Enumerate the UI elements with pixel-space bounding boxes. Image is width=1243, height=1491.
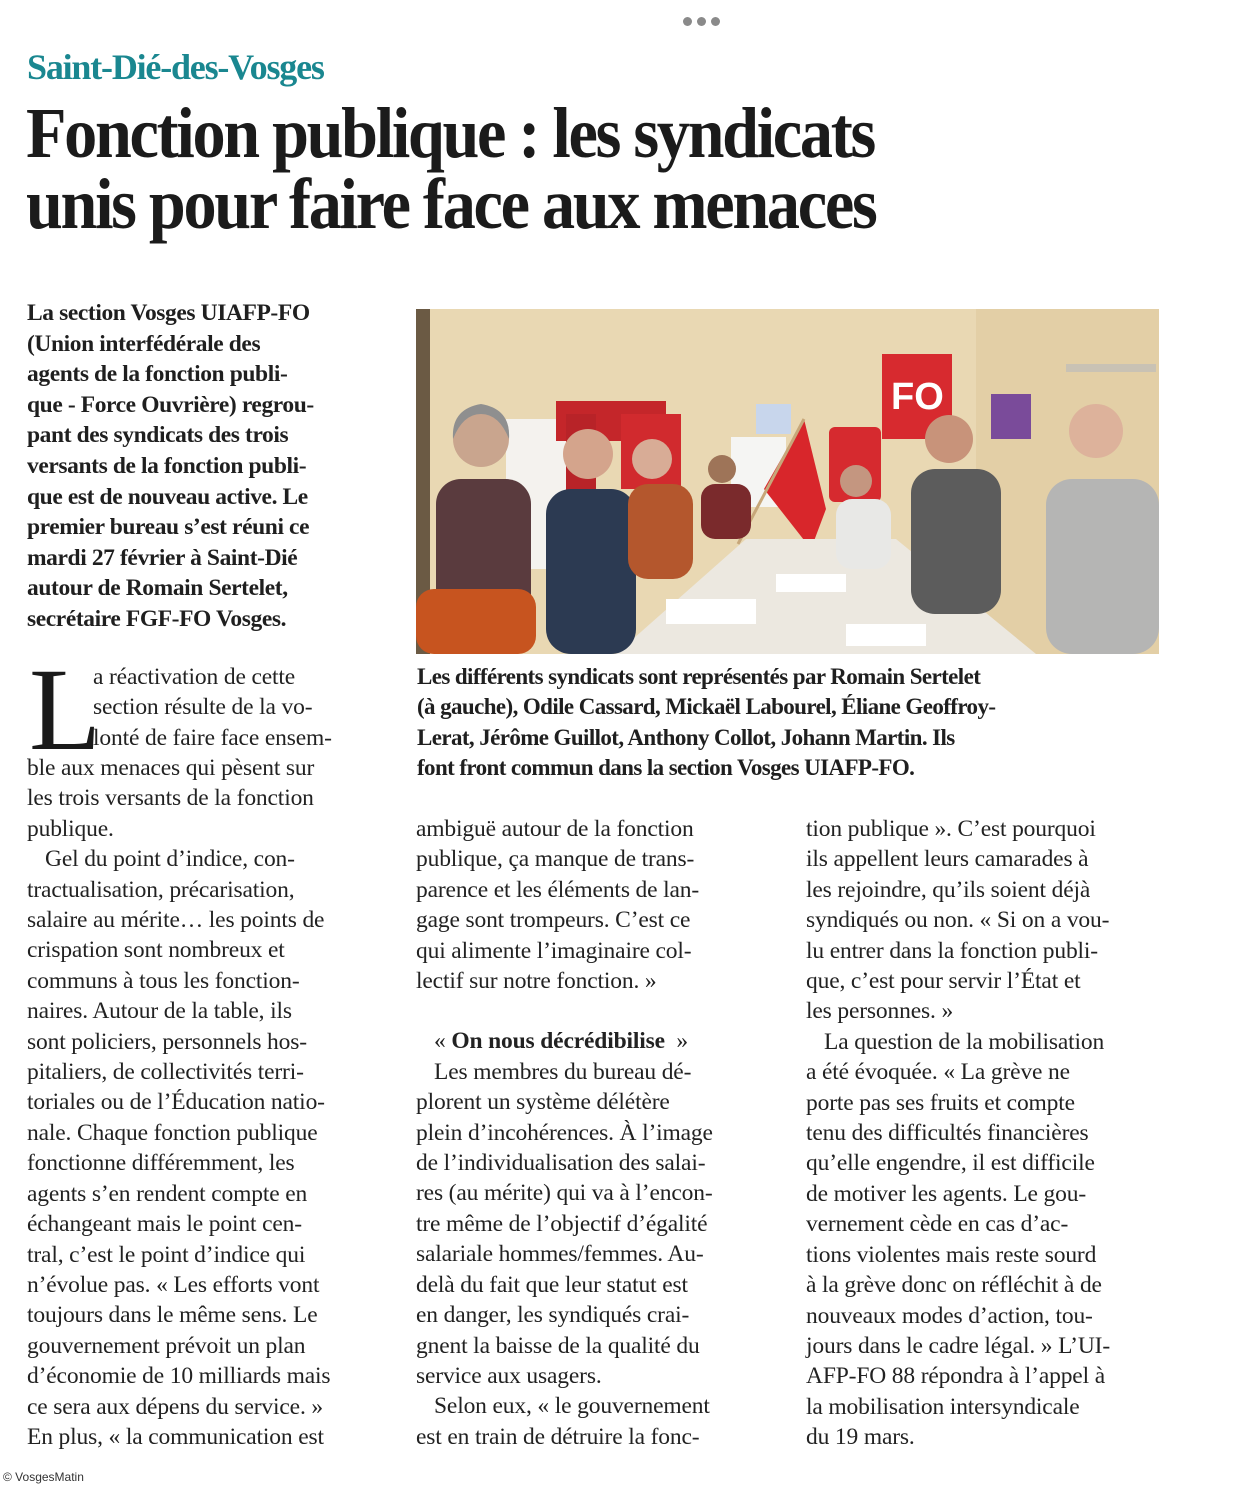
body-line: naires. Autour de la table, ils bbox=[27, 998, 292, 1025]
body-line: tractualisation, précarisation, bbox=[27, 876, 295, 903]
lead-line: que - Force Ouvrière) regrou- bbox=[27, 391, 314, 418]
body-line: sont policiers, personnels hos- bbox=[27, 1028, 307, 1055]
caption-line: font front commun dans la section Vosges UIAFP-FO. bbox=[417, 755, 915, 781]
body-line: de l’individualisation des salai- bbox=[416, 1150, 706, 1177]
body-line: lonté de faire face ensem- bbox=[93, 724, 332, 751]
body-line: publique. bbox=[27, 815, 114, 842]
body-line: ambiguë autour de la fonction bbox=[416, 816, 694, 842]
body-line: publique, ça manque de trans- bbox=[416, 846, 695, 873]
body-line: vernement cède en cas d’ac- bbox=[806, 1211, 1069, 1238]
section-rubric: Saint-Dié-des-Vosges bbox=[27, 47, 324, 87]
more-options-icon[interactable] bbox=[683, 17, 720, 26]
body-line: a été évoquée. « La grève ne bbox=[806, 1059, 1070, 1086]
body-line: a réactivation de cette bbox=[93, 664, 296, 690]
photo-caption bbox=[417, 662, 1167, 784]
article-headline bbox=[26, 93, 1093, 244]
body-line: Les membres du bureau dé- bbox=[434, 1058, 692, 1085]
body-line: toujours dans le même sens. Le bbox=[27, 1302, 318, 1329]
body-line: plein d’incohérences. À l’image bbox=[416, 1119, 713, 1146]
subheading-text: On nous décrédibilise bbox=[451, 1028, 665, 1055]
lead-line: La section Vosges UIAFP-FO bbox=[27, 300, 310, 326]
body-line: crispation sont nombreux et bbox=[27, 937, 285, 964]
headline-line: unis pour faire face aux menaces bbox=[26, 164, 876, 244]
body-line: ils appellent leurs camarades à bbox=[806, 846, 1089, 873]
body-line: La question de la mobilisation bbox=[824, 1028, 1105, 1055]
dot bbox=[683, 17, 692, 26]
body-line: de motiver les agents. Le gou- bbox=[806, 1180, 1087, 1207]
dot bbox=[711, 17, 720, 26]
body-line: gnent la baisse de la qualité du bbox=[416, 1332, 700, 1359]
copyright-notice: © VosgesMatin bbox=[3, 1470, 84, 1484]
body-line: gage sont trompeurs. C’est ce bbox=[416, 907, 691, 934]
body-line: pitaliers, de collectivités terri- bbox=[27, 1059, 304, 1086]
body-line: tenu des difficultés financières bbox=[806, 1120, 1089, 1147]
body-line: Gel du point d’indice, con- bbox=[45, 846, 295, 873]
body-line: n’évolue pas. « Les efforts vont bbox=[27, 1271, 320, 1298]
body-line: agents s’en rendent compte en bbox=[27, 1180, 308, 1207]
quote-open: « bbox=[434, 1028, 452, 1055]
body-line: salariale hommes/femmes. Au- bbox=[416, 1241, 704, 1268]
body-line: gouvernement prévoit un plan bbox=[27, 1332, 306, 1359]
article-column-2 bbox=[416, 814, 776, 1452]
body-line: tions violentes mais reste sourd bbox=[806, 1241, 1097, 1268]
lead-line: versants de la fonction publi- bbox=[27, 452, 307, 479]
body-line: service aux usagers. bbox=[416, 1362, 602, 1389]
body-line: fonctionne différemment, les bbox=[27, 1150, 295, 1177]
article-lead bbox=[27, 298, 387, 635]
body-line: nouveaux modes d’action, tou- bbox=[806, 1302, 1093, 1329]
body-line: res (au mérite) qui va à l’encon- bbox=[416, 1180, 713, 1207]
body-line: porte pas ses fruits et compte bbox=[806, 1089, 1075, 1116]
article-subheading bbox=[416, 1026, 776, 1056]
body-line: ce sera aux dépens du service. » bbox=[27, 1393, 323, 1420]
caption-line: (à gauche), Odile Cassard, Mickaël Labourel, Éliane Geoffroy- bbox=[417, 694, 996, 720]
body-line: nale. Chaque fonction publique bbox=[27, 1119, 318, 1146]
body-line: du 19 mars. bbox=[806, 1424, 915, 1451]
body-line: les rejoindre, qu’ils soient déjà bbox=[806, 876, 1091, 903]
body-line: delà du fait que leur statut est bbox=[416, 1271, 688, 1298]
body-line: Selon eux, « le gouvernement bbox=[434, 1393, 710, 1420]
lead-line: agents de la fonction publi- bbox=[27, 361, 288, 388]
body-line: toriales ou de l’Éducation natio- bbox=[27, 1089, 325, 1116]
body-line: échangeant mais le point cen- bbox=[27, 1211, 302, 1238]
body-line: les trois versants de la fonction bbox=[27, 785, 314, 812]
body-line: parence et les éléments de lan- bbox=[416, 876, 700, 903]
body-line: d’économie de 10 milliards mais bbox=[27, 1363, 331, 1390]
body-line: en danger, les syndiqués crai- bbox=[416, 1302, 690, 1329]
body-line: les personnes. » bbox=[806, 998, 954, 1025]
body-line: lectif sur notre fonction. » bbox=[416, 968, 657, 995]
article-photo bbox=[416, 309, 1159, 654]
body-line: section résulte de la vo- bbox=[93, 694, 313, 721]
meeting-photo-illustration bbox=[416, 309, 1159, 654]
lead-line: pant des syndicats des trois bbox=[27, 422, 289, 449]
svg-text:FO: FO bbox=[891, 376, 944, 418]
lead-line: que est de nouveau active. Le bbox=[27, 483, 308, 510]
body-line: la mobilisation intersyndicale bbox=[806, 1393, 1080, 1420]
dropcap-lines bbox=[93, 662, 332, 753]
headline-line: Fonction publique : les syndicats bbox=[26, 93, 874, 173]
body-line: qui alimente l’imaginaire col- bbox=[416, 937, 692, 964]
lead-line: autour de Romain Sertelet, bbox=[27, 575, 288, 602]
dot bbox=[697, 17, 706, 26]
lead-line: premier bureau s’est réuni ce bbox=[27, 514, 310, 541]
body-line: syndiqués ou non. « Si on a vou- bbox=[806, 907, 1110, 934]
caption-line: Les différents syndicats sont représentés par Romain Sertelet bbox=[417, 664, 981, 689]
lead-line: (Union interfédérale des bbox=[27, 330, 261, 357]
body-line: à la grève donc on réfléchit à de bbox=[806, 1272, 1102, 1299]
lead-line: mardi 27 février à Saint-Dié bbox=[27, 544, 298, 571]
body-line: que, c’est pour servir l’État et bbox=[806, 968, 1081, 995]
body-line: lu entrer dans la fonction publi- bbox=[806, 937, 1098, 964]
body-line: AFP-FO 88 répondra à l’appel à bbox=[806, 1363, 1105, 1390]
article-column-3 bbox=[806, 814, 1166, 1453]
body-line: tral, c’est le point d’indice qui bbox=[27, 1241, 306, 1268]
body-line: En plus, « la communication est bbox=[27, 1423, 324, 1450]
article-column-1 bbox=[27, 644, 387, 1452]
body-line: ble aux menaces qui pèsent sur bbox=[27, 755, 315, 781]
lead-line: secrétaire FGF-FO Vosges. bbox=[27, 605, 287, 632]
dropcap-letter: L bbox=[29, 644, 101, 775]
body-line: qu’elle engendre, il est difficile bbox=[806, 1150, 1095, 1177]
body-line: tion publique ». C’est pourquoi bbox=[806, 816, 1096, 842]
body-line: plorent un système délétère bbox=[416, 1089, 670, 1116]
body-line: tre même de l’objectif d’égalité bbox=[416, 1210, 708, 1237]
body-line: est en train de détruire la fonc- bbox=[416, 1423, 700, 1450]
body-line: jours dans le cadre légal. » L’UI- bbox=[806, 1332, 1110, 1359]
body-line: communs à tous les fonction- bbox=[27, 967, 300, 994]
caption-line: Lerat, Jérôme Guillot, Anthony Collot, Johann Martin. Ils bbox=[417, 724, 955, 750]
quote-close: » bbox=[664, 1028, 688, 1055]
body-line: salaire au mérite… les points de bbox=[27, 907, 325, 934]
